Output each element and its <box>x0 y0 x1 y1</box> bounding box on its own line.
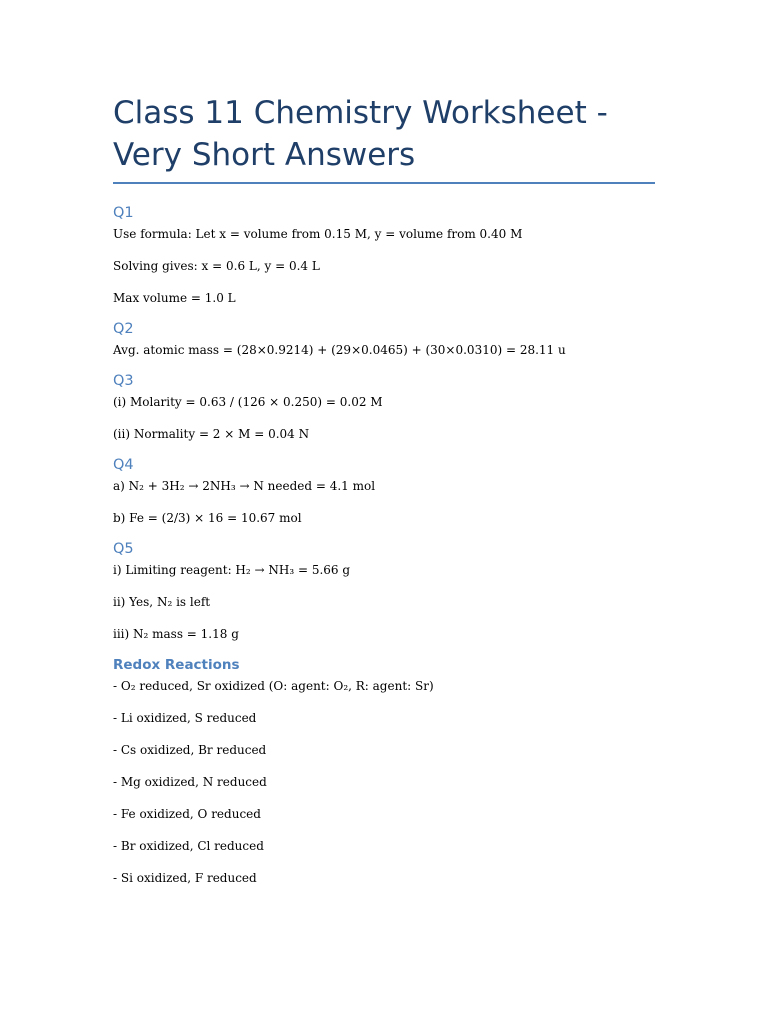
redox-line-4: - Mg oxidized, N reduced <box>113 775 267 789</box>
section-heading-q3: Q3 <box>113 373 134 389</box>
q3-line-1: (i) Molarity = 0.63 / (126 × 0.250) = 0.02 M <box>113 395 383 409</box>
q1-line-3: Max volume = 1.0 L <box>113 291 236 305</box>
q5-line-1: i) Limiting reagent: H₂ → NH₃ = 5.66 g <box>113 563 351 577</box>
redox-line-6: - Br oxidized, Cl reduced <box>113 839 264 853</box>
section-heading-q4: Q4 <box>113 457 134 473</box>
q5-line-2: ii) Yes, N₂ is left <box>113 595 211 609</box>
q2-line-1: Avg. atomic mass = (28×0.9214) + (29×0.0465) + (30×0.0310) = 28.11 u <box>113 343 566 357</box>
section-heading-q2: Q2 <box>113 321 134 337</box>
q1-line-1: Use formula: Let x = volume from 0.15 M, y = volume from 0.40 M <box>113 227 523 241</box>
redox-line-7: - Si oxidized, F reduced <box>113 871 257 885</box>
section-heading-q1: Q1 <box>113 205 134 221</box>
section-heading-redox: Redox Reactions <box>113 657 240 673</box>
q1-line-2: Solving gives: x = 0.6 L, y = 0.4 L <box>113 259 320 273</box>
q3-line-2: (ii) Normality = 2 × M = 0.04 N <box>113 427 310 441</box>
redox-line-3: - Cs oxidized, Br reduced <box>113 743 267 757</box>
q4-line-2: b) Fe = (2/3) × 16 = 10.67 mol <box>113 511 302 525</box>
document-page <box>113 92 655 886</box>
section-heading-q5: Q5 <box>113 541 134 557</box>
q4-line-1: a) N₂ + 3H₂ → 2NH₃ → N needed = 4.1 mol <box>113 479 376 493</box>
redox-line-2: - Li oxidized, S reduced <box>113 711 257 725</box>
redox-line-5: - Fe oxidized, O reduced <box>113 807 261 821</box>
page-title: Class 11 Chemistry Worksheet - Very Short Answers <box>113 92 655 184</box>
q5-line-3: iii) N₂ mass = 1.18 g <box>113 627 239 641</box>
redox-line-1: - O₂ reduced, Sr oxidized (O: agent: O₂, R: agent: Sr) <box>113 679 434 693</box>
